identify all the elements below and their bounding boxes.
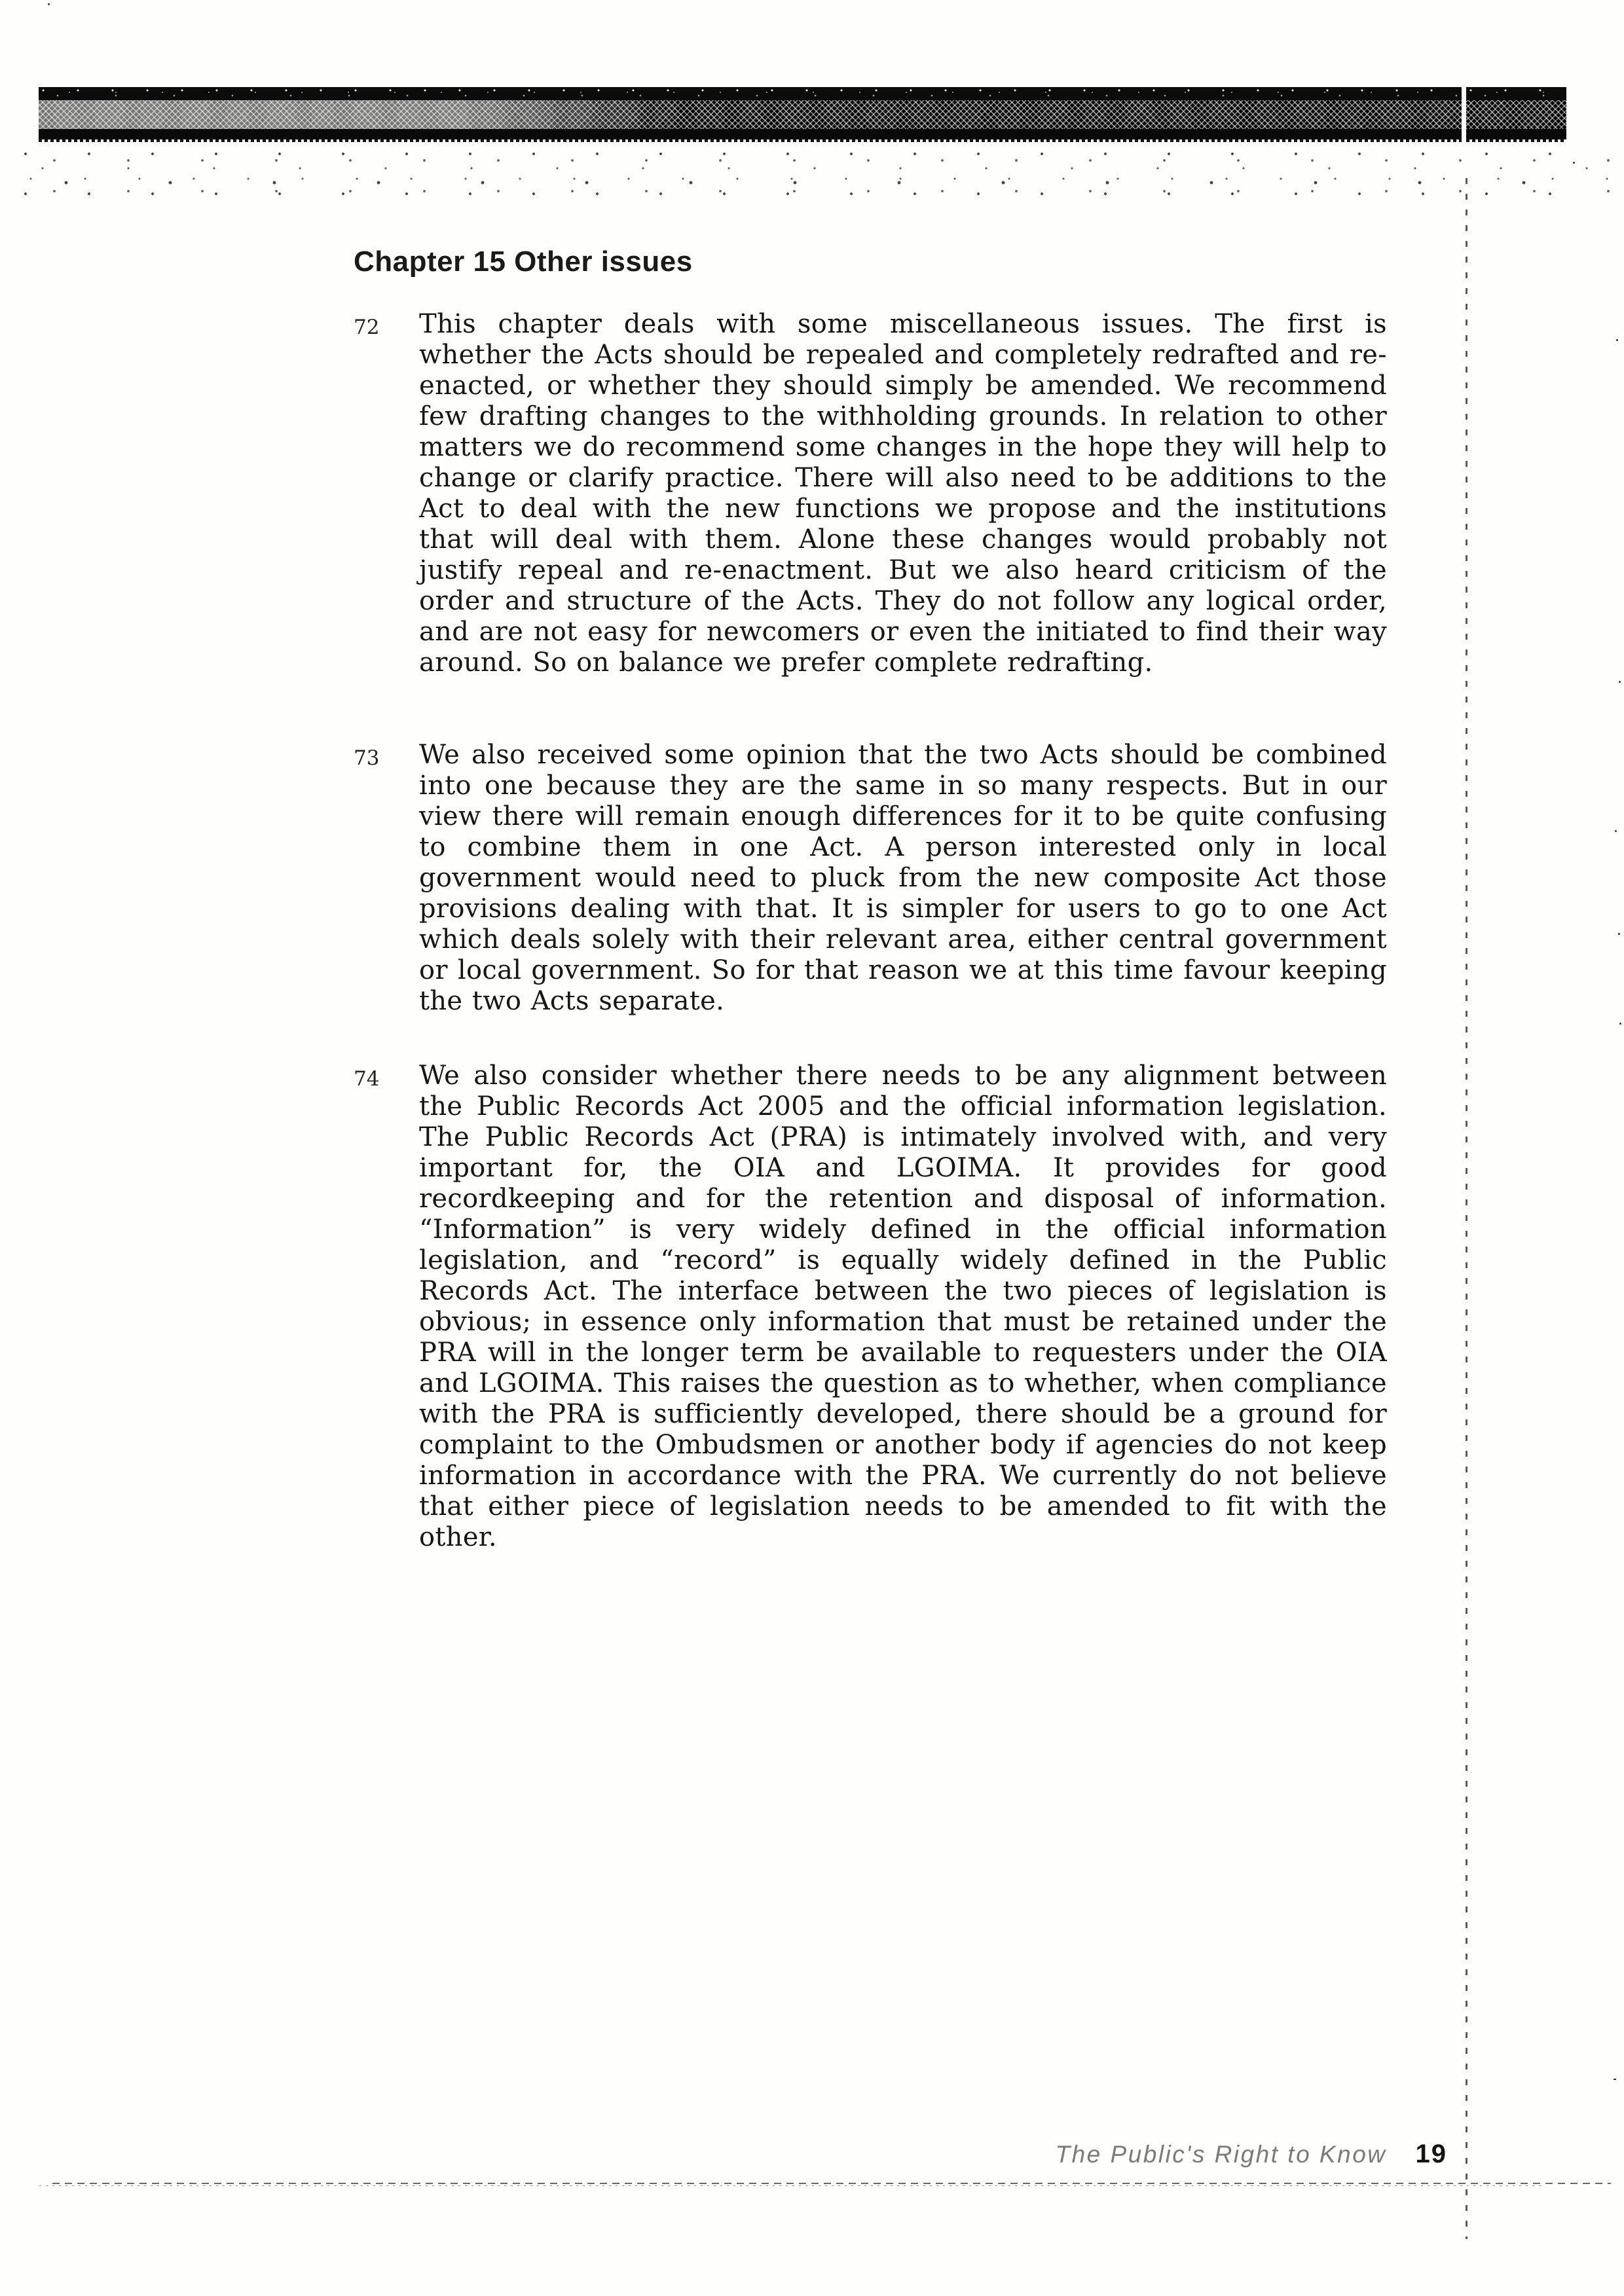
paragraph-number: 72	[354, 316, 380, 339]
scan-speck	[1618, 933, 1620, 935]
scan-speck	[1619, 1023, 1621, 1025]
scan-speck	[1619, 681, 1621, 683]
header-band-fringe	[39, 139, 1462, 142]
header-band-top-texture	[39, 87, 1462, 100]
paragraph-text: We also consider whether there needs to be any alignment between the Public Records Act 2005 and the official information legislation. The Public Records Act (PRA) is intimately involved with, and very important for, the OIA and LGOIMA. It provides for good recordkeeping and for the retention and disposal of information. “Information” is very widely defined in the official information legislation, and “record” is equally widely defined in the Public Records Act. The interface between the two pieces of legislation is obvious; in essence only information that must be retained under the PRA will in the longer term be available to requesters under the OIA and LGOIMA. This raises the question as to whether, when compliance with the PRA is sufficiently developed, there should be a ground for complaint to the Ombudsmen or another body if agencies do not keep information in accordance with the PRA. We currently do not believe that either piece of legislation needs to be amended to fit with the other.	[419, 1061, 1387, 1552]
scan-speck	[1616, 339, 1618, 341]
footer-page-number: 19	[1415, 2140, 1447, 2168]
paragraph-text: We also received some opinion that the two Acts should be combined into one because they are the same in so many respects. But in our view there will remain enough differences for it to be quite confusing to combine them in one Act. A person interested only in local government would need to pluck from the new composite Act those provisions dealing with that. It is simpler for users to go to one Act which deals solely with their relevant area, either central government or local government. So for that reason we at this time favour keeping the two Acts separate.	[419, 740, 1387, 1016]
header-band-bottom	[1466, 129, 1566, 139]
header-band-weave-pattern	[39, 100, 1462, 129]
scan-speck	[1615, 830, 1617, 832]
header-band-fringe	[1466, 139, 1566, 142]
paragraph-72	[354, 309, 1387, 678]
paragraph-number: 74	[354, 1067, 380, 1091]
header-band-bottom	[39, 129, 1462, 139]
paragraph-text: This chapter deals with some miscellaneous issues. The first is whether the Acts should be repealed and completely redrafted and re-enacted, or whether they should simply be amended. We recommend few drafting changes to the withholding grounds. In relation to other matters we do recommend some changes in the hope they will help to change or clarify practice. There will also need to be additions to the Act to deal with the new functions we propose and the institutions that will deal with them. Alone these changes would probably not justify repeal and re-enactment. But we also heard criticism of the order and structure of the Acts. They do not follow any logical order, and are not easy for newcomers or even the initiated to find their way around. So on balance we prefer complete redrafting.	[419, 309, 1387, 678]
paragraph-number: 73	[354, 746, 380, 770]
scan-speck	[48, 3, 50, 5]
footer-dashed-rule	[52, 2183, 1611, 2184]
scan-noise-strip	[18, 148, 1610, 198]
right-margin-dotted-rule	[1466, 178, 1467, 2239]
chapter-heading: Chapter 15 Other issues	[354, 246, 693, 278]
paragraph-73	[354, 740, 1387, 1017]
footer-dashed-rule-secondary	[39, 2185, 1545, 2186]
header-band-main	[39, 87, 1462, 142]
header-band-right-segment	[1466, 87, 1566, 142]
footer-report-title: The Public's Right to Know	[1055, 2141, 1387, 2168]
paragraph-74	[354, 1061, 1387, 1553]
scan-speck	[1614, 2079, 1616, 2080]
header-band-weave-pattern	[1466, 100, 1566, 129]
page-footer	[1055, 2140, 1447, 2169]
header-band-top-texture	[1466, 87, 1566, 100]
